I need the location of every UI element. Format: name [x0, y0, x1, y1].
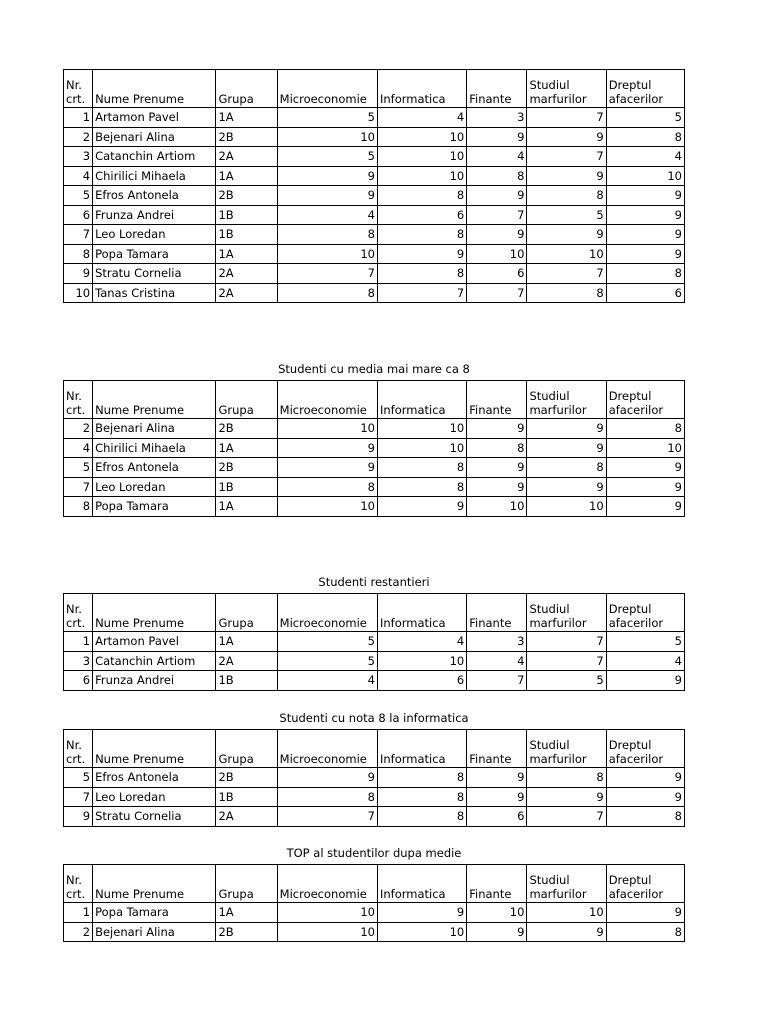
header-nr-crt: Nr. crt.	[64, 381, 93, 419]
cell-dreptul-afacerilor: 9	[606, 205, 684, 225]
cell-nr-crt: 8	[64, 497, 93, 517]
header-dreptul-afacerilor: Dreptul afacerilor	[606, 70, 684, 108]
cell-nr-crt: 2	[64, 419, 93, 439]
cell-nume-prenume: Stratu Cornelia	[93, 264, 216, 284]
header-grupa: Grupa	[216, 70, 277, 108]
cell-studiul-marfurilor: 8	[527, 283, 606, 303]
header-microeconomie: Microeconomie	[277, 865, 377, 903]
cell-nume-prenume: Popa Tamara	[93, 903, 216, 923]
grades-table	[63, 864, 685, 942]
cell-nr-crt: 2	[64, 127, 93, 147]
cell-finante: 9	[467, 768, 527, 788]
cell-dreptul-afacerilor: 9	[606, 458, 684, 478]
cell-studiul-marfurilor: 5	[527, 205, 606, 225]
cell-nr-crt: 10	[64, 283, 93, 303]
table-row	[64, 477, 685, 497]
cell-microeconomie: 9	[277, 166, 377, 186]
section-caption: Studenti cu media mai mare ca 8	[278, 362, 470, 376]
header-informatica: Informatica	[377, 594, 466, 632]
cell-microeconomie: 10	[277, 419, 377, 439]
cell-finante: 6	[467, 264, 527, 284]
header-microeconomie: Microeconomie	[277, 381, 377, 419]
cell-dreptul-afacerilor: 10	[606, 166, 684, 186]
cell-informatica: 8	[377, 458, 466, 478]
cell-finante: 9	[467, 922, 527, 942]
cell-finante: 6	[467, 807, 527, 827]
header-row	[64, 865, 685, 903]
table-row	[64, 186, 685, 206]
cell-studiul-marfurilor: 9	[527, 419, 606, 439]
cell-nr-crt: 8	[64, 244, 93, 264]
cell-nume-prenume: Leo Loredan	[93, 787, 216, 807]
cell-grupa: 2B	[216, 419, 277, 439]
cell-informatica: 9	[377, 903, 466, 923]
table-row	[64, 807, 685, 827]
header-row	[64, 594, 685, 632]
header-nr-crt: Nr. crt.	[64, 730, 93, 768]
cell-studiul-marfurilor: 5	[527, 671, 606, 691]
header-dreptul-afacerilor: Dreptul afacerilor	[606, 381, 684, 419]
cell-nume-prenume: Chirilici Mihaela	[93, 166, 216, 186]
cell-informatica: 4	[377, 108, 466, 128]
header-nr-crt: Nr. crt.	[64, 594, 93, 632]
cell-nume-prenume: Artamon Pavel	[93, 108, 216, 128]
cell-dreptul-afacerilor: 9	[606, 903, 684, 923]
cell-nume-prenume: Leo Loredan	[93, 477, 216, 497]
cell-nr-crt: 1	[64, 903, 93, 923]
cell-informatica: 8	[377, 807, 466, 827]
cell-nr-crt: 7	[64, 225, 93, 245]
cell-dreptul-afacerilor: 9	[606, 787, 684, 807]
cell-studiul-marfurilor: 9	[527, 225, 606, 245]
cell-microeconomie: 10	[277, 497, 377, 517]
cell-microeconomie: 5	[277, 651, 377, 671]
cell-nume-prenume: Stratu Cornelia	[93, 807, 216, 827]
cell-studiul-marfurilor: 10	[527, 903, 606, 923]
header-grupa: Grupa	[216, 381, 277, 419]
cell-nr-crt: 3	[64, 651, 93, 671]
cell-finante: 7	[467, 283, 527, 303]
cell-nr-crt: 9	[64, 264, 93, 284]
header-row	[64, 730, 685, 768]
cell-nume-prenume: Efros Antonela	[93, 458, 216, 478]
table-row	[64, 438, 685, 458]
cell-microeconomie: 9	[277, 458, 377, 478]
cell-informatica: 8	[377, 477, 466, 497]
cell-nr-crt: 2	[64, 922, 93, 942]
cell-informatica: 10	[377, 651, 466, 671]
cell-grupa: 2B	[216, 458, 277, 478]
cell-finante: 4	[467, 147, 527, 167]
cell-grupa: 1B	[216, 477, 277, 497]
cell-dreptul-afacerilor: 9	[606, 768, 684, 788]
cell-studiul-marfurilor: 7	[527, 632, 606, 652]
cell-nr-crt: 7	[64, 477, 93, 497]
header-finante: Finante	[467, 381, 527, 419]
cell-nume-prenume: Catanchin Artiom	[93, 651, 216, 671]
cell-studiul-marfurilor: 9	[527, 438, 606, 458]
cell-studiul-marfurilor: 10	[527, 244, 606, 264]
cell-nr-crt: 5	[64, 458, 93, 478]
cell-microeconomie: 7	[277, 807, 377, 827]
header-nr-crt: Nr. crt.	[64, 70, 93, 108]
cell-nume-prenume: Frunza Andrei	[93, 671, 216, 691]
header-grupa: Grupa	[216, 594, 277, 632]
cell-nume-prenume: Efros Antonela	[93, 186, 216, 206]
cell-grupa: 1A	[216, 244, 277, 264]
cell-informatica: 8	[377, 768, 466, 788]
header-studiul-marfurilor: Studiul marfurilor	[527, 381, 606, 419]
header-finante: Finante	[467, 594, 527, 632]
cell-studiul-marfurilor: 7	[527, 264, 606, 284]
cell-dreptul-afacerilor: 10	[606, 438, 684, 458]
header-dreptul-afacerilor: Dreptul afacerilor	[606, 865, 684, 903]
cell-informatica: 10	[377, 922, 466, 942]
cell-dreptul-afacerilor: 4	[606, 147, 684, 167]
table-row	[64, 671, 685, 691]
cell-studiul-marfurilor: 7	[527, 108, 606, 128]
cell-grupa: 1A	[216, 166, 277, 186]
cell-dreptul-afacerilor: 8	[606, 127, 684, 147]
header-studiul-marfurilor: Studiul marfurilor	[527, 730, 606, 768]
cell-grupa: 1B	[216, 787, 277, 807]
cell-finante: 7	[467, 205, 527, 225]
cell-grupa: 1B	[216, 671, 277, 691]
cell-informatica: 10	[377, 419, 466, 439]
cell-informatica: 4	[377, 632, 466, 652]
cell-microeconomie: 7	[277, 264, 377, 284]
cell-studiul-marfurilor: 9	[527, 127, 606, 147]
cell-nume-prenume: Bejenari Alina	[93, 922, 216, 942]
cell-microeconomie: 4	[277, 671, 377, 691]
cell-nume-prenume: Artamon Pavel	[93, 632, 216, 652]
table-row	[64, 205, 685, 225]
cell-finante: 9	[467, 127, 527, 147]
cell-nume-prenume: Leo Loredan	[93, 225, 216, 245]
cell-grupa: 2B	[216, 186, 277, 206]
cell-microeconomie: 5	[277, 147, 377, 167]
cell-nume-prenume: Bejenari Alina	[93, 127, 216, 147]
header-nume-prenume: Nume Prenume	[93, 730, 216, 768]
header-nume-prenume: Nume Prenume	[93, 70, 216, 108]
cell-finante: 8	[467, 166, 527, 186]
header-nume-prenume: Nume Prenume	[93, 865, 216, 903]
cell-dreptul-afacerilor: 8	[606, 922, 684, 942]
cell-informatica: 8	[377, 787, 466, 807]
cell-finante: 9	[467, 225, 527, 245]
cell-nume-prenume: Frunza Andrei	[93, 205, 216, 225]
cell-informatica: 10	[377, 438, 466, 458]
cell-studiul-marfurilor: 7	[527, 651, 606, 671]
cell-microeconomie: 8	[277, 787, 377, 807]
cell-nume-prenume: Catanchin Artiom	[93, 147, 216, 167]
cell-dreptul-afacerilor: 9	[606, 477, 684, 497]
cell-grupa: 2A	[216, 264, 277, 284]
cell-informatica: 8	[377, 225, 466, 245]
table-row	[64, 419, 685, 439]
cell-microeconomie: 8	[277, 225, 377, 245]
cell-studiul-marfurilor: 7	[527, 147, 606, 167]
cell-studiul-marfurilor: 8	[527, 186, 606, 206]
cell-nr-crt: 7	[64, 787, 93, 807]
grades-table	[63, 380, 685, 517]
cell-microeconomie: 8	[277, 477, 377, 497]
cell-nr-crt: 6	[64, 205, 93, 225]
cell-nr-crt: 9	[64, 807, 93, 827]
cell-nr-crt: 4	[64, 438, 93, 458]
cell-finante: 9	[467, 186, 527, 206]
cell-grupa: 2B	[216, 127, 277, 147]
cell-nume-prenume: Bejenari Alina	[93, 419, 216, 439]
header-dreptul-afacerilor: Dreptul afacerilor	[606, 594, 684, 632]
cell-grupa: 1A	[216, 903, 277, 923]
section-caption: Studenti restantieri	[318, 575, 430, 589]
cell-nr-crt: 5	[64, 186, 93, 206]
cell-studiul-marfurilor: 9	[527, 477, 606, 497]
header-studiul-marfurilor: Studiul marfurilor	[527, 70, 606, 108]
header-grupa: Grupa	[216, 730, 277, 768]
cell-finante: 3	[467, 632, 527, 652]
cell-studiul-marfurilor: 8	[527, 768, 606, 788]
cell-dreptul-afacerilor: 9	[606, 497, 684, 517]
table-row	[64, 497, 685, 517]
cell-nr-crt: 5	[64, 768, 93, 788]
cell-studiul-marfurilor: 9	[527, 787, 606, 807]
cell-finante: 3	[467, 108, 527, 128]
cell-microeconomie: 4	[277, 205, 377, 225]
cell-dreptul-afacerilor: 9	[606, 671, 684, 691]
table-row	[64, 458, 685, 478]
cell-finante: 10	[467, 903, 527, 923]
table-row	[64, 264, 685, 284]
cell-nume-prenume: Efros Antonela	[93, 768, 216, 788]
header-finante: Finante	[467, 730, 527, 768]
cell-dreptul-afacerilor: 8	[606, 807, 684, 827]
cell-grupa: 2B	[216, 922, 277, 942]
cell-informatica: 10	[377, 147, 466, 167]
cell-grupa: 1A	[216, 497, 277, 517]
cell-informatica: 9	[377, 244, 466, 264]
cell-dreptul-afacerilor: 5	[606, 108, 684, 128]
cell-microeconomie: 10	[277, 127, 377, 147]
table-row	[64, 768, 685, 788]
cell-finante: 8	[467, 438, 527, 458]
cell-microeconomie: 5	[277, 108, 377, 128]
cell-informatica: 6	[377, 671, 466, 691]
header-row	[64, 381, 685, 419]
cell-microeconomie: 10	[277, 244, 377, 264]
cell-nume-prenume: Tanas Cristina	[93, 283, 216, 303]
header-informatica: Informatica	[377, 381, 466, 419]
cell-informatica: 7	[377, 283, 466, 303]
cell-microeconomie: 10	[277, 903, 377, 923]
cell-finante: 10	[467, 244, 527, 264]
header-row	[64, 70, 685, 108]
cell-nume-prenume: Popa Tamara	[93, 244, 216, 264]
header-nume-prenume: Nume Prenume	[93, 381, 216, 419]
cell-finante: 9	[467, 477, 527, 497]
cell-studiul-marfurilor: 10	[527, 497, 606, 517]
table-row	[64, 632, 685, 652]
cell-nr-crt: 6	[64, 671, 93, 691]
header-studiul-marfurilor: Studiul marfurilor	[527, 594, 606, 632]
cell-dreptul-afacerilor: 8	[606, 419, 684, 439]
cell-microeconomie: 8	[277, 283, 377, 303]
header-grupa: Grupa	[216, 865, 277, 903]
cell-dreptul-afacerilor: 8	[606, 264, 684, 284]
grades-table	[63, 593, 685, 691]
cell-grupa: 1A	[216, 108, 277, 128]
header-informatica: Informatica	[377, 70, 466, 108]
section-caption: Studenti cu nota 8 la informatica	[279, 711, 469, 725]
cell-nr-crt: 3	[64, 147, 93, 167]
cell-studiul-marfurilor: 8	[527, 458, 606, 478]
cell-grupa: 2B	[216, 768, 277, 788]
cell-informatica: 6	[377, 205, 466, 225]
cell-grupa: 2A	[216, 807, 277, 827]
header-informatica: Informatica	[377, 865, 466, 903]
cell-nume-prenume: Chirilici Mihaela	[93, 438, 216, 458]
cell-dreptul-afacerilor: 9	[606, 244, 684, 264]
cell-finante: 4	[467, 651, 527, 671]
cell-informatica: 8	[377, 186, 466, 206]
section-caption: TOP al studentilor dupa medie	[286, 846, 462, 860]
cell-nr-crt: 4	[64, 166, 93, 186]
header-nr-crt: Nr. crt.	[64, 865, 93, 903]
cell-dreptul-afacerilor: 4	[606, 651, 684, 671]
table-row	[64, 787, 685, 807]
table-row	[64, 283, 685, 303]
cell-grupa: 2A	[216, 283, 277, 303]
cell-microeconomie: 5	[277, 632, 377, 652]
cell-dreptul-afacerilor: 6	[606, 283, 684, 303]
cell-grupa: 1A	[216, 438, 277, 458]
cell-informatica: 8	[377, 264, 466, 284]
cell-grupa: 1A	[216, 632, 277, 652]
header-microeconomie: Microeconomie	[277, 730, 377, 768]
cell-nr-crt: 1	[64, 108, 93, 128]
cell-nr-crt: 1	[64, 632, 93, 652]
cell-studiul-marfurilor: 9	[527, 166, 606, 186]
cell-studiul-marfurilor: 9	[527, 922, 606, 942]
cell-finante: 9	[467, 458, 527, 478]
cell-finante: 10	[467, 497, 527, 517]
header-microeconomie: Microeconomie	[277, 70, 377, 108]
table-row	[64, 166, 685, 186]
grades-table	[63, 69, 685, 303]
cell-finante: 9	[467, 419, 527, 439]
grades-table	[63, 729, 685, 827]
header-nume-prenume: Nume Prenume	[93, 594, 216, 632]
header-finante: Finante	[467, 70, 527, 108]
cell-informatica: 10	[377, 166, 466, 186]
cell-microeconomie: 9	[277, 438, 377, 458]
table-row	[64, 651, 685, 671]
header-dreptul-afacerilor: Dreptul afacerilor	[606, 730, 684, 768]
table-row	[64, 244, 685, 264]
cell-studiul-marfurilor: 7	[527, 807, 606, 827]
cell-grupa: 2A	[216, 147, 277, 167]
cell-microeconomie: 9	[277, 186, 377, 206]
cell-nume-prenume: Popa Tamara	[93, 497, 216, 517]
table-row	[64, 903, 685, 923]
header-microeconomie: Microeconomie	[277, 594, 377, 632]
cell-grupa: 2A	[216, 651, 277, 671]
cell-microeconomie: 10	[277, 922, 377, 942]
cell-grupa: 1B	[216, 205, 277, 225]
table-row	[64, 147, 685, 167]
cell-grupa: 1B	[216, 225, 277, 245]
header-studiul-marfurilor: Studiul marfurilor	[527, 865, 606, 903]
cell-finante: 7	[467, 671, 527, 691]
cell-informatica: 10	[377, 127, 466, 147]
cell-microeconomie: 9	[277, 768, 377, 788]
table-row	[64, 108, 685, 128]
cell-finante: 9	[467, 787, 527, 807]
table-row	[64, 922, 685, 942]
table-row	[64, 225, 685, 245]
header-finante: Finante	[467, 865, 527, 903]
cell-dreptul-afacerilor: 9	[606, 186, 684, 206]
header-informatica: Informatica	[377, 730, 466, 768]
cell-dreptul-afacerilor: 5	[606, 632, 684, 652]
cell-dreptul-afacerilor: 9	[606, 225, 684, 245]
cell-informatica: 9	[377, 497, 466, 517]
table-row	[64, 127, 685, 147]
